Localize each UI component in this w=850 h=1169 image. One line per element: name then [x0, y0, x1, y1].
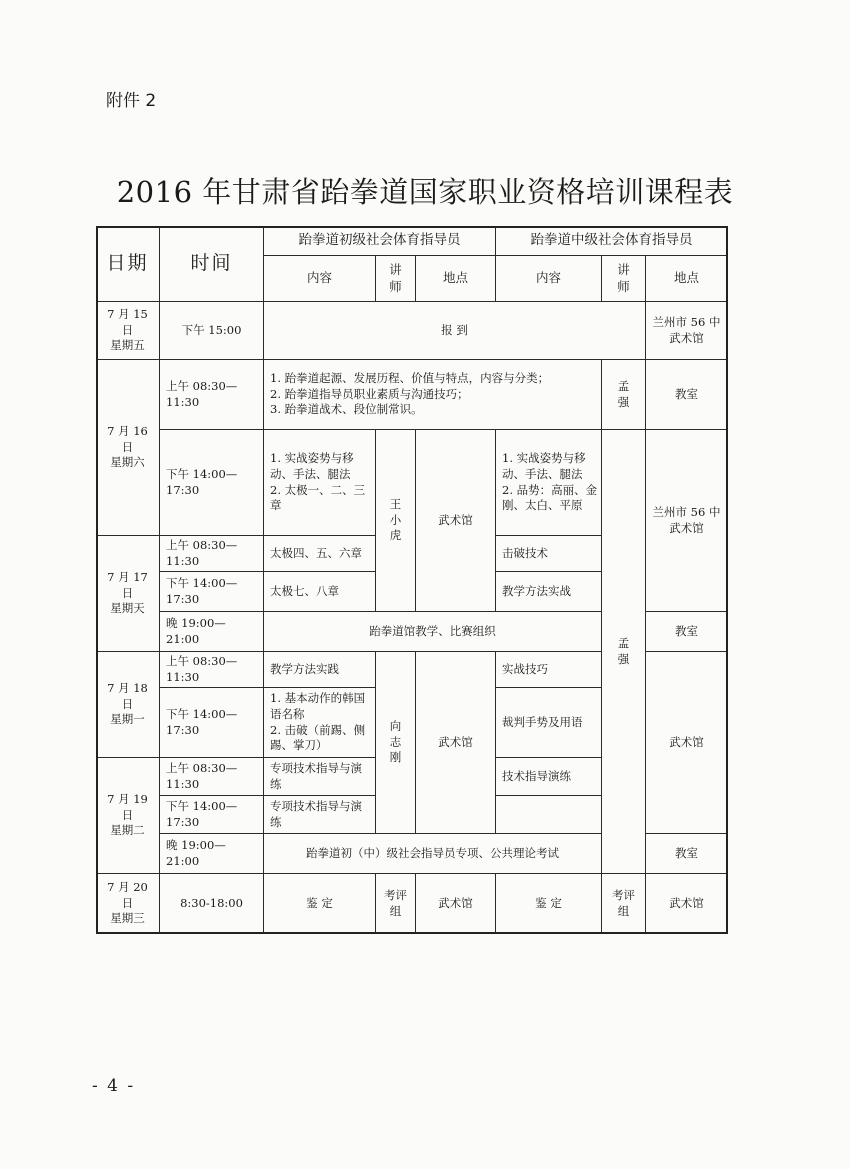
location-cell: 武术馆 — [646, 652, 728, 834]
content-cell: 裁判手势及用语 — [496, 688, 602, 758]
time-cell: 上午 08:30— 11:30 — [160, 758, 264, 796]
content-cell: 专项技术指导与演练 — [264, 796, 376, 834]
time-cell: 上午 08:30— 11:30 — [160, 360, 264, 430]
location-cell: 武术馆 — [646, 874, 728, 934]
content-cell: 教学方法实践 — [264, 652, 376, 688]
empty-cell — [496, 796, 602, 834]
junior-lecturer-header: 讲 师 — [376, 256, 416, 302]
intermediate-lecturer-header: 讲 师 — [602, 256, 646, 302]
date-cell: 7 月 19 日 星期二 — [96, 758, 160, 874]
content-cell: 鉴 定 — [496, 874, 602, 934]
content-cell: 跆拳道馆教学、比赛组织 — [264, 612, 602, 652]
time-cell: 下午 14:00— 17:30 — [160, 796, 264, 834]
attachment-label: 附件 2 — [106, 91, 157, 111]
location-cell: 武术馆 — [416, 874, 496, 934]
junior-group-header: 跆拳道初级社会体育指导员 — [264, 226, 496, 256]
date-header: 日期 — [96, 226, 160, 302]
page-title: 2016 年甘肃省跆拳道国家职业资格培训课程表 — [116, 175, 734, 209]
location-cell: 教室 — [646, 360, 728, 430]
content-cell: 1. 实战姿势与移动、手法、腿法 2. 品势：高丽、金刚、太白、平原 — [496, 430, 602, 536]
junior-content-header: 内容 — [264, 256, 376, 302]
lecturer-cell: 孟 强 — [602, 430, 646, 874]
time-cell: 上午 08:30— 11:30 — [160, 652, 264, 688]
time-cell: 下午 14:00— 17:30 — [160, 688, 264, 758]
content-cell: 1. 实战姿势与移动、手法、腿法 2. 太极一、二、三章 — [264, 430, 376, 536]
content-cell: 鉴 定 — [264, 874, 376, 934]
lecturer-cell: 向 志 刚 — [376, 652, 416, 834]
content-cell: 1. 基本动作的韩国语名称 2. 击破（前踢、侧踢、掌刀） — [264, 688, 376, 758]
intermediate-group-header: 跆拳道中级社会体育指导员 — [496, 226, 728, 256]
location-cell: 教室 — [646, 834, 728, 874]
location-cell: 武术馆 — [416, 430, 496, 612]
content-cell: 技术指导演练 — [496, 758, 602, 796]
lecturer-cell: 王 小 虎 — [376, 430, 416, 612]
time-cell: 上午 08:30— 11:30 — [160, 536, 264, 572]
content-cell: 1. 跆拳道起源、发展历程、价值与特点，内容与分类； 2. 跆拳道指导员职业素质与沟通技巧； 3. 跆拳道战术、段位制常识。 — [264, 360, 602, 430]
content-cell: 太极四、五、六章 — [264, 536, 376, 572]
location-cell: 武术馆 — [416, 652, 496, 834]
location-cell: 教室 — [646, 612, 728, 652]
date-cell: 7 月 16 日 星期六 — [96, 360, 160, 536]
date-cell: 7 月 17 日 星期天 — [96, 536, 160, 652]
location-cell: 兰州市 56 中 武术馆 — [646, 302, 728, 360]
registration-cell: 报 到 — [264, 302, 646, 360]
time-cell: 下午 14:00— 17:30 — [160, 430, 264, 536]
time-cell: 下午 15:00 — [160, 302, 264, 360]
intermediate-location-header: 地点 — [646, 256, 728, 302]
content-cell: 太极七、八章 — [264, 572, 376, 612]
date-cell: 7 月 18 日 星期一 — [96, 652, 160, 758]
junior-location-header: 地点 — [416, 256, 496, 302]
content-cell: 教学方法实战 — [496, 572, 602, 612]
content-cell: 击破技术 — [496, 536, 602, 572]
time-cell: 8:30-18:00 — [160, 874, 264, 934]
time-cell: 下午 14:00— 17:30 — [160, 572, 264, 612]
intermediate-content-header: 内容 — [496, 256, 602, 302]
page-number: - 4 - — [92, 1076, 136, 1096]
date-cell: 7 月 20 日 星期三 — [96, 874, 160, 934]
content-cell: 专项技术指导与演练 — [264, 758, 376, 796]
time-cell: 晚 19:00— 21:00 — [160, 834, 264, 874]
lecturer-cell: 孟 强 — [602, 360, 646, 430]
lecturer-cell: 考评 组 — [602, 874, 646, 934]
location-cell: 兰州市 56 中 武术馆 — [646, 430, 728, 612]
date-cell: 7 月 15 日 星期五 — [96, 302, 160, 360]
lecturer-cell: 考评 组 — [376, 874, 416, 934]
content-cell: 跆拳道初（中）级社会指导员专项、公共理论考试 — [264, 834, 602, 874]
content-cell: 实战技巧 — [496, 652, 602, 688]
time-cell: 晚 19:00— 21:00 — [160, 612, 264, 652]
time-header: 时间 — [160, 226, 264, 302]
